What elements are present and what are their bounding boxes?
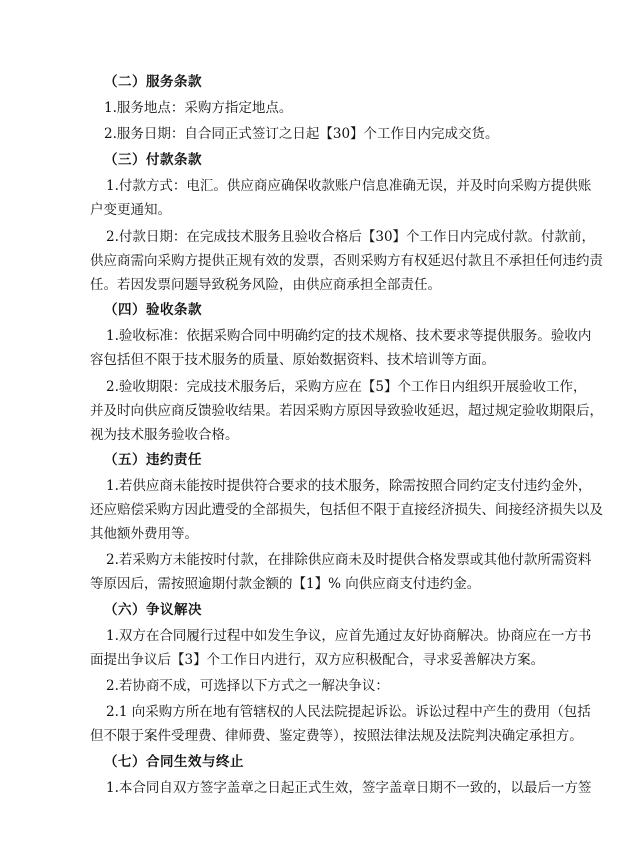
paragraph-acceptance-standard-line: 容包括但不限于技术服务的质量、原始数据资料、技术培训等方面。 — [90, 352, 495, 368]
section-heading-dispute: （六）争议解决 — [104, 602, 202, 618]
paragraph-payment-method-line: 户变更通知。 — [90, 202, 171, 218]
paragraph-litigation-line: 2.1 向采购方所在地有管辖权的人民法院提起诉讼。诉讼过程中产生的费用（包括 — [106, 704, 591, 720]
section-heading-liability: （五）违约责任 — [104, 452, 202, 468]
paragraph-supplier-breach-line: 1.若供应商未能按时提供符合要求的技术服务，除需按照合同约定支付违约金外， — [106, 478, 592, 494]
section-heading-effect-termination: （七）合同生效与终止 — [104, 754, 244, 770]
paragraph-payment-date-line: 供应商需向采购方提供正规有效的发票，否则采购方有权延迟付款且不承担任何违约责 — [90, 253, 603, 269]
paragraph-negotiation-line: 面提出争议后【3】个工作日内进行，双方应积极配合，寻求妥善解决方案。 — [90, 652, 545, 668]
paragraph-payment-date-line: 2.付款日期：在完成技术服务且验收合格后【30】个工作日内完成付款。付款前， — [106, 229, 596, 245]
paragraph-supplier-breach-line: 其他额外费用等。 — [90, 526, 198, 542]
paragraph-service-date: 2.服务日期：自合同正式签订之日起【30】个工作日内完成交货。 — [104, 126, 499, 142]
paragraph-acceptance-period-line: 视为技术服务验收合格。 — [90, 427, 239, 443]
paragraph-service-location: 1.服务地点：采购方指定地点。 — [104, 100, 293, 116]
paragraph-purchaser-breach-line: 2.若采购方未能按时付款，在排除供应商未及时提供合格发票或其他付款所需资料 — [106, 552, 592, 568]
section-heading-payment: （三）付款条款 — [104, 152, 202, 168]
paragraph-purchaser-breach-line: 等原因后，需按照逾期付款金额的【1】% 向供应商支付违约金。 — [90, 576, 481, 592]
paragraph-supplier-breach-line: 还应赔偿采购方因此遭受的全部损失，包括但不限于直接经济损失、间接经济损失以及 — [90, 502, 603, 518]
paragraph-payment-date-line: 任。若因发票问题导致税务风险，由供应商承担全部责任。 — [90, 277, 441, 293]
section-heading-service: （二）服务条款 — [104, 74, 202, 90]
paragraph-payment-method-line: 1.付款方式：电汇。供应商应确保收款账户信息准确无误，并及时向采购方提供账 — [106, 178, 592, 194]
section-heading-acceptance: （四）验收条款 — [104, 302, 202, 318]
paragraph-dispute-options: 2.若协商不成，可选择以下方式之一解决争议： — [106, 678, 389, 694]
paragraph-litigation-line: 但不限于案件受理费、律师费、鉴定费等），按照法律法规及法院判决确定承担方。 — [90, 728, 583, 744]
paragraph-acceptance-period-line: 并及时向供应商反馈验收结果。若因采购方原因导致验收延迟，超过规定验收期限后， — [90, 403, 603, 419]
paragraph-acceptance-period-line: 2.验收期限：完成技术服务后，采购方应在【5】个工作日内组织开展验收工作， — [106, 379, 587, 395]
paragraph-effective-date-line: 1.本合同自双方签字盖章之日起正式生效，签字盖章日期不一致的，以最后一方签 — [106, 780, 592, 796]
paragraph-negotiation-line: 1.双方在合同履行过程中如发生争议，应首先通过友好协商解决。协商应在一方书 — [106, 628, 592, 644]
paragraph-acceptance-standard-line: 1.验收标准：依据采购合同中明确约定的技术规格、技术要求等提供服务。验收内 — [106, 328, 592, 344]
